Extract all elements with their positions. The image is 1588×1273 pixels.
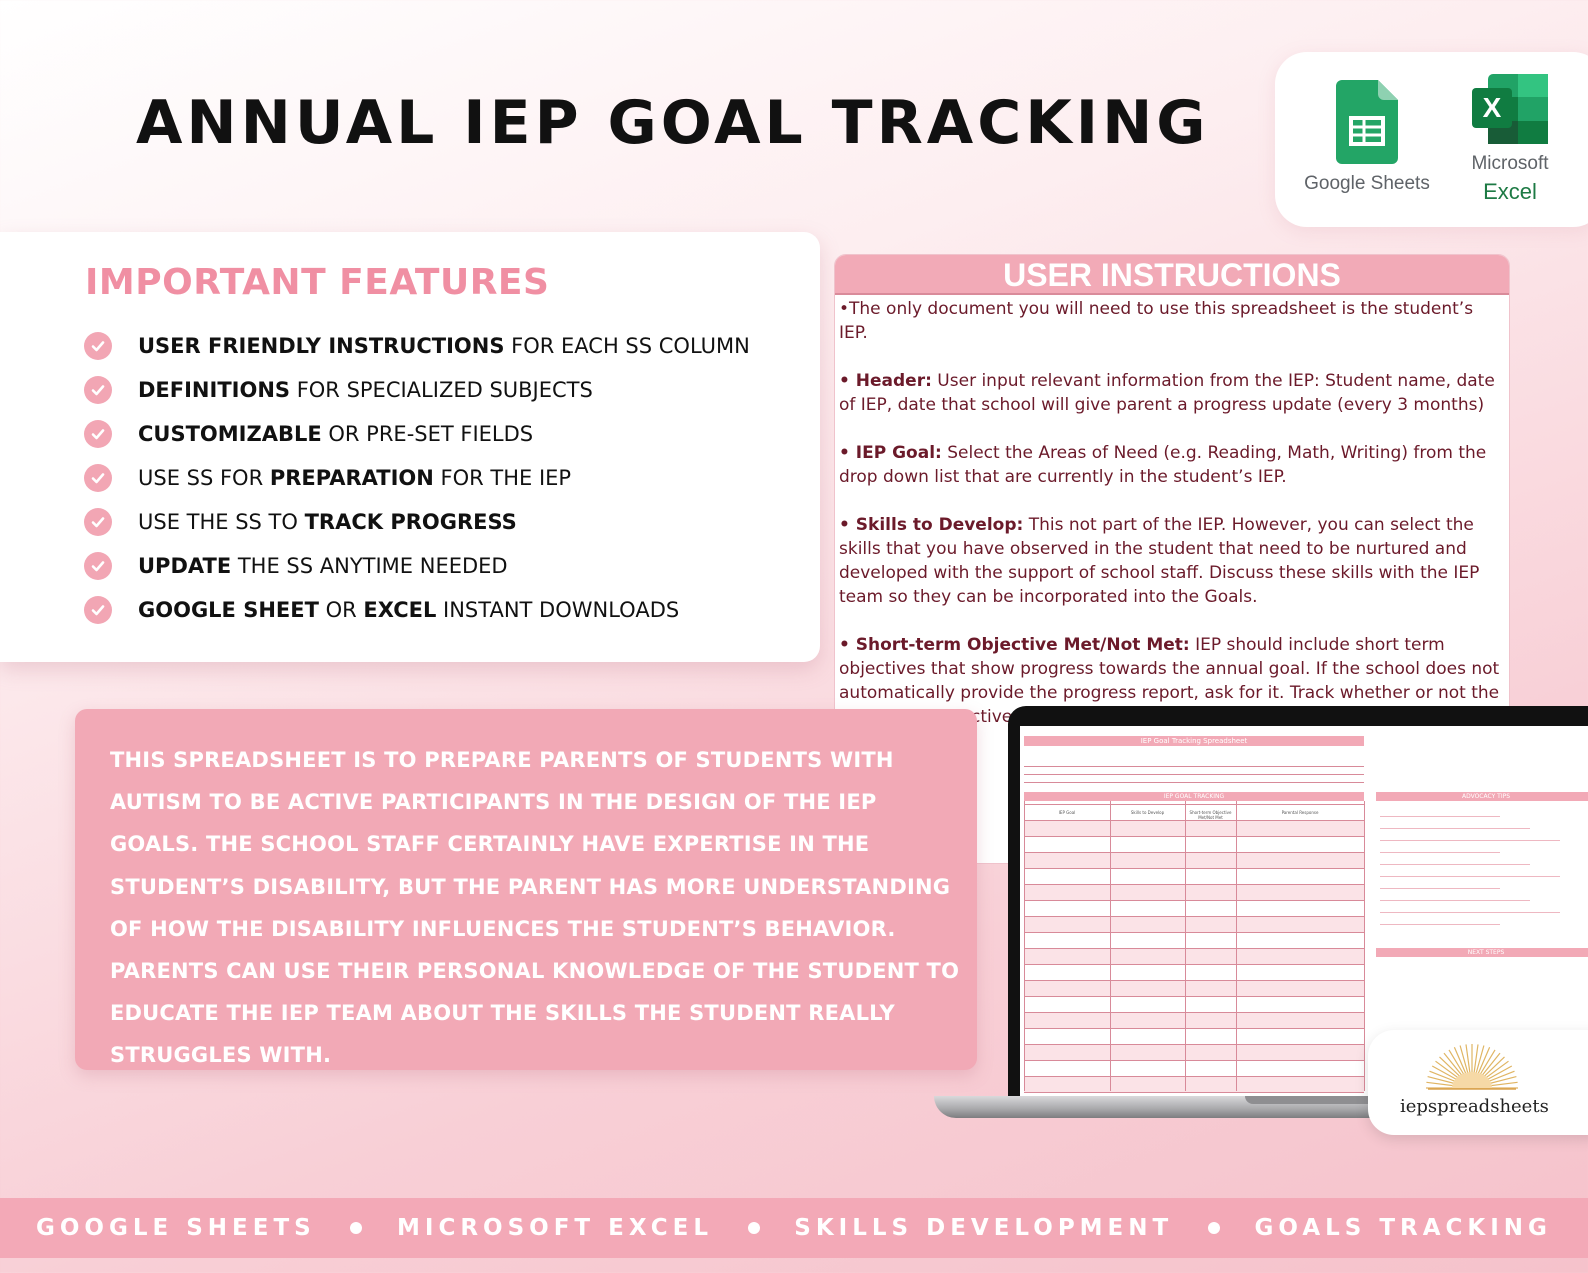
preview-col-line [1185, 801, 1186, 1091]
instruction-label: • IEP Goal: [839, 443, 942, 463]
features-heading: IMPORTANT FEATURES [85, 262, 550, 303]
instruction-text: •The only document you will need to use this spreadsheet is the student’s IEP. [839, 299, 1474, 343]
feature-item [84, 456, 750, 500]
footer-item: GOALS TRACKING [1254, 1215, 1552, 1241]
instruction-text: This not part of the IEP. However, you can select the skills that you have observed in the student that need to be nurtured and developed with the support of school staff. Discuss these skills with the IEP team so they can be incorporated into the Goals. [839, 515, 1480, 607]
footer-item: SKILLS DEVELOPMENT [794, 1215, 1174, 1241]
excel-label-microsoft: Microsoft [1471, 153, 1549, 174]
excel-icon [1472, 74, 1548, 144]
preview-column-header: Skills to Develop [1130, 810, 1165, 815]
preview-row-band [1024, 853, 1364, 868]
footer-separator-dot [1208, 1222, 1220, 1234]
preview-row-line [1024, 836, 1364, 837]
preview-advocacy-line [1380, 852, 1500, 853]
preview-row-line [1024, 1092, 1364, 1093]
description-text: THIS SPREADSHEET IS TO PREPARE PARENTS OF STUDENTS WITH AUTISM TO BE ACTIVE PARTICIPANTS IN THE DESIGN OF THE IEP GOALS. THE SCHOOL STAFF CERTAINLY HAVE EXPERTISE IN THE STUDENT’S DISABILITY, BUT THE PARENT HAS MORE UNDERSTANDING OF HOW THE DISABILITY INFLUENCES THE STUDENT’S BEHAVIOR. PARENTS CAN USE THEIR PERSONAL KNOWLEDGE OF THE STUDENT TO EDUCATE THE IEP TEAM ABOUT THE SKILLS THE STUDENT REALLY STRUGGLES WITH. [110, 748, 960, 1068]
laptop-notch [1245, 1096, 1375, 1104]
feature-text: USE SS FOR PREPARATION FOR THE IEP [138, 466, 572, 490]
feature-text: DEFINITIONS FOR SPECIALIZED SUBJECTS [138, 378, 593, 402]
footer-item: GOOGLE SHEETS [36, 1215, 316, 1241]
preview-advocacy-line [1380, 864, 1530, 865]
google-sheets-label: Google Sheets [1304, 173, 1430, 194]
preview-next-steps-header: NEXT STEPS [1376, 948, 1588, 957]
preview-row-band [1024, 885, 1364, 900]
check-icon [84, 420, 112, 448]
feature-text: GOOGLE SHEET OR EXCEL INSTANT DOWNLOADS [138, 598, 680, 622]
check-icon [84, 508, 112, 536]
check-icon [84, 552, 112, 580]
preview-col-line [1024, 801, 1025, 1091]
instruction-text: IEP should include short term objectives that show progress towards the annual goal. If the school does not automatically provide the progress report, ask for it. Track whether or not the [839, 635, 1500, 703]
preview-row-line [1024, 996, 1364, 997]
feature-text: USE THE SS TO TRACK PROGRESS [138, 510, 517, 534]
brand-badge [1368, 1030, 1588, 1135]
google-sheets-icon [1336, 80, 1398, 164]
preview-col-line [1364, 801, 1365, 1091]
preview-row-line [1024, 868, 1364, 869]
preview-advocacy-line [1380, 888, 1500, 889]
check-icon [84, 376, 112, 404]
feature-item [84, 544, 750, 588]
instruction-text: User input relevant information from the IEP: Student name, date of IEP, date that school will give parent a progress update (every 3 months) [839, 371, 1495, 415]
preview-row-line [1024, 932, 1364, 933]
preview-row-band [1024, 949, 1364, 964]
footer-banner [0, 1198, 1588, 1258]
preview-row-line [1024, 804, 1364, 805]
preview-advocacy-line [1380, 924, 1500, 925]
preview-row-band [1024, 821, 1364, 836]
instructions-heading: USER INSTRUCTIONS [835, 255, 1509, 295]
feature-item [84, 368, 750, 412]
preview-row-band [1024, 1045, 1364, 1060]
instruction-label: • Short-term Objective Met/Not Met: [839, 635, 1190, 655]
preview-row-band [1024, 1077, 1364, 1092]
sunburst-logo-icon [1422, 1038, 1522, 1094]
footer-item: MICROSOFT EXCEL [397, 1215, 713, 1241]
preview-row-line [1024, 900, 1364, 901]
preview-col-line [1110, 801, 1111, 1091]
features-list [84, 324, 750, 632]
instruction-paragraph [839, 513, 1505, 609]
footer-separator-dot [350, 1222, 362, 1234]
google-sheets-logo [1287, 80, 1447, 194]
preview-column-header: Parental Response [1281, 810, 1319, 815]
brand-name: iepspreadsheets [1400, 1096, 1549, 1117]
preview-column-header: Short-term Objective Met/Not Met [1189, 810, 1232, 820]
preview-title: IEP Goal Tracking Spreadsheet [1024, 736, 1364, 746]
app-logos-card [1275, 52, 1588, 227]
excel-label-excel: Excel [1483, 178, 1537, 204]
footer-separator-dot [748, 1222, 760, 1234]
preview-advocacy-line [1380, 840, 1560, 841]
check-icon [84, 464, 112, 492]
instruction-paragraph [839, 297, 1505, 345]
feature-item [84, 324, 750, 368]
preview-section-header: IEP GOAL TRACKING [1024, 792, 1364, 801]
preview-row-band [1024, 917, 1364, 932]
feature-item [84, 588, 750, 632]
preview-column-header: IEP Goal [1058, 810, 1076, 815]
instructions-body [835, 295, 1509, 729]
preview-advocacy-line [1380, 876, 1560, 877]
preview-row-line [1024, 1060, 1364, 1061]
preview-divider [1024, 774, 1364, 775]
feature-text: USER FRIENDLY INSTRUCTIONS FOR EACH SS COLUMN [138, 334, 750, 358]
preview-row-band [1024, 1013, 1364, 1028]
feature-item [84, 412, 750, 456]
preview-divider [1024, 766, 1364, 767]
preview-advocacy-line [1380, 900, 1530, 901]
instruction-label: • Header: [839, 371, 932, 391]
feature-text: UPDATE THE SS ANYTIME NEEDED [138, 554, 508, 578]
instruction-label: • Skills to Develop: [839, 515, 1024, 535]
preview-advocacy-line [1380, 828, 1530, 829]
feature-item [84, 500, 750, 544]
preview-advocacy-header: ADVOCACY TIPS [1376, 792, 1588, 801]
check-icon [84, 332, 112, 360]
preview-col-line [1236, 801, 1237, 1091]
page-title: ANNUAL IEP GOAL TRACKING [136, 88, 1210, 158]
instruction-paragraph [839, 369, 1505, 417]
preview-row-band [1024, 981, 1364, 996]
preview-advocacy-line [1380, 816, 1500, 817]
preview-row-line [1024, 1028, 1364, 1029]
check-icon [84, 596, 112, 624]
instruction-text: Select the Areas of Need (e.g. Reading, Math, Writing) from the drop down list that are currently in the student’s IEP. [839, 443, 1487, 487]
description-box [75, 709, 977, 1070]
preview-row-line [1024, 964, 1364, 965]
feature-text: CUSTOMIZABLE OR PRE-SET FIELDS [138, 422, 534, 446]
svg-text:X: X [1482, 92, 1502, 123]
important-features-panel [0, 232, 820, 662]
preview-advocacy-line [1380, 912, 1560, 913]
excel-logo [1450, 74, 1570, 203]
instruction-paragraph [839, 441, 1505, 489]
preview-divider [1024, 782, 1364, 783]
